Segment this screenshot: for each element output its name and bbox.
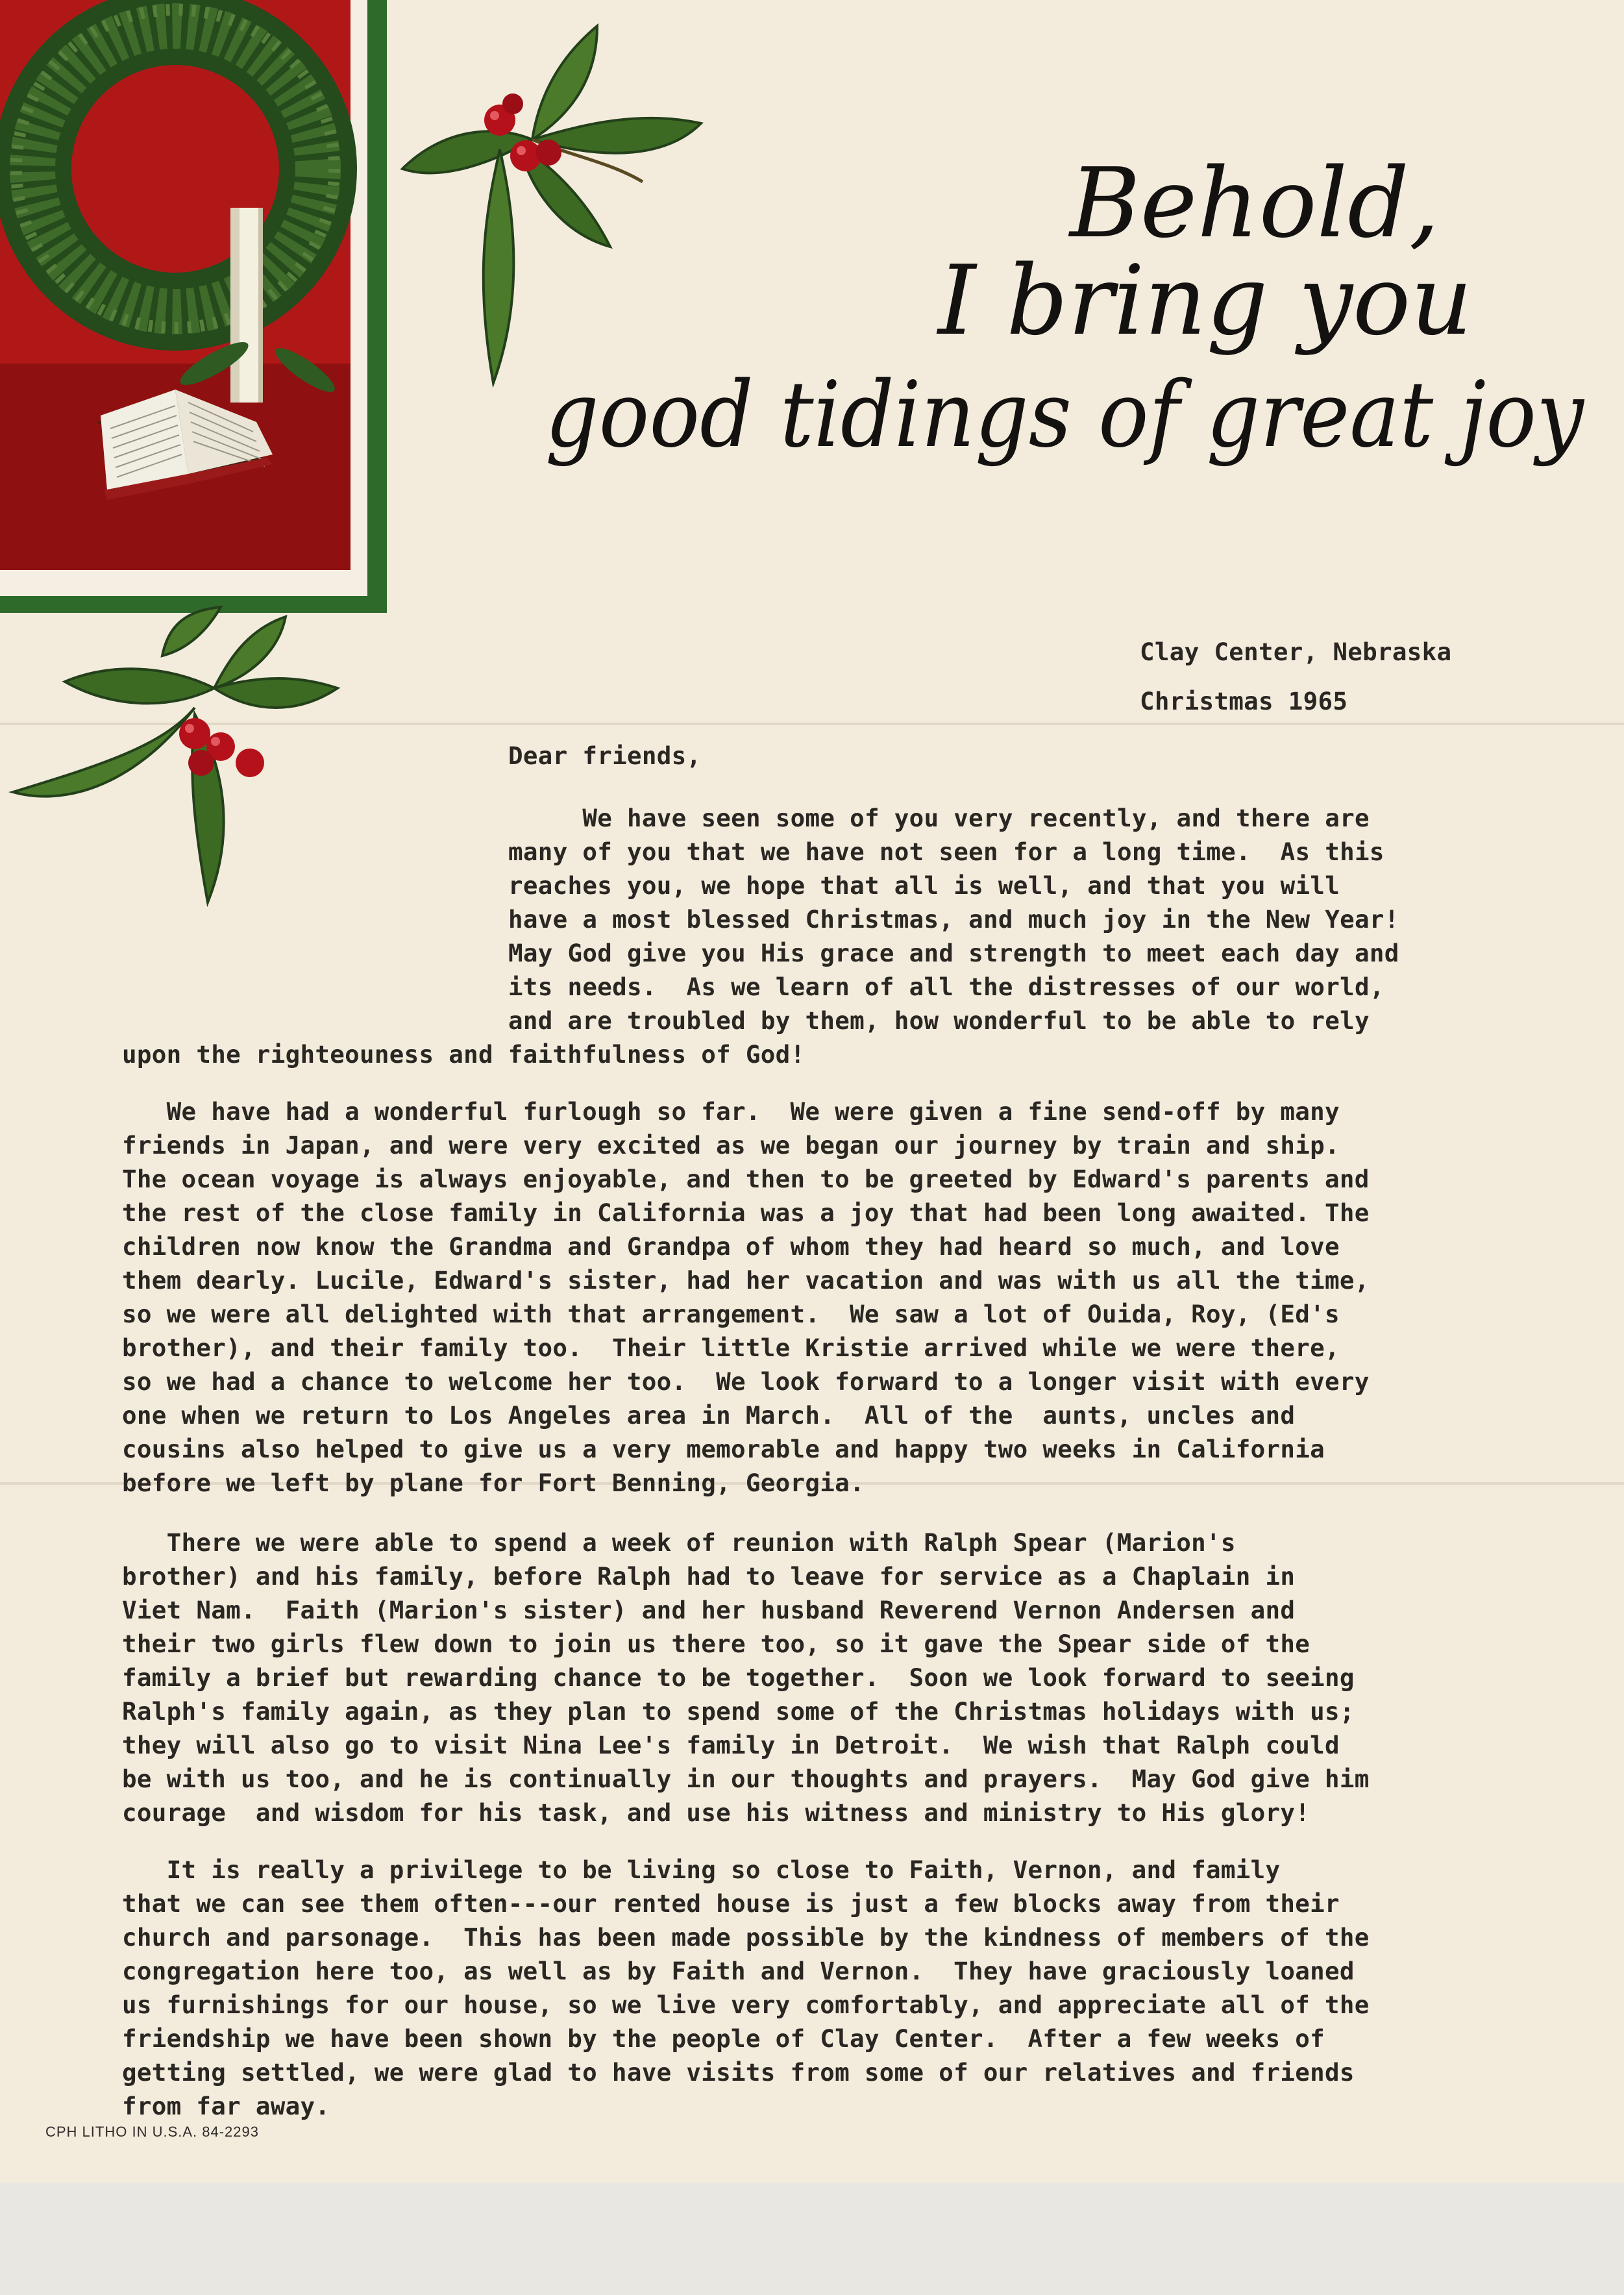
paragraph-line: so we were all delighted with that arrangement. We saw a lot of Ouida, Roy, (Ed's <box>122 1300 1340 1328</box>
paragraph-line: There we were able to spend a week of reunion with Ralph Spear (Marion's <box>122 1528 1236 1557</box>
candle-icon <box>230 208 263 403</box>
paragraph-line: reaches you, we hope that all is well, and that you will <box>508 871 1340 900</box>
paragraph-line: that we can see them often---our rented house is just a few blocks away from their <box>122 1889 1340 1918</box>
paragraph-line: family a brief but rewarding chance to be together. Soon we look forward to seeing <box>122 1663 1355 1692</box>
greeting-line-3: good tidings of great joy <box>545 362 1584 468</box>
paragraph-line: the rest of the close family in California was a joy that had been long awaited. The <box>122 1198 1370 1227</box>
paragraph-line: Viet Nam. Faith (Marion's sister) and her husband Reverend Vernon Andersen and <box>122 1596 1296 1624</box>
paragraph-2 <box>122 1095 1370 1500</box>
paragraph-line: We have seen some of you very recently, and there are <box>508 804 1370 832</box>
paragraph-line: Ralph's family again, as they plan to spend some of the Christmas holidays with us; <box>122 1697 1355 1726</box>
paragraph-4 <box>122 1853 1370 2123</box>
holly-branch-lower-icon <box>0 604 389 928</box>
letter-date: Christmas 1965 <box>1140 687 1348 715</box>
paragraph-line: The ocean voyage is always enjoyable, and then to be greeted by Edward's parents and <box>122 1165 1370 1193</box>
paragraph-1 <box>508 801 1399 1037</box>
letter-place: Clay Center, Nebraska <box>1140 638 1452 666</box>
paragraph-line: children now know the Grandma and Grandpa of whom they had heard so much, and love <box>122 1232 1340 1261</box>
paragraph-line: be with us too, and he is continually in our thoughts and prayers. May God give him <box>122 1765 1370 1793</box>
paragraph-line: We have had a wonderful furlough so far. We were given a fine send-off by many <box>122 1097 1340 1126</box>
paragraph-line: their two girls flew down to join us there too, so it gave the Spear side of the <box>122 1630 1310 1658</box>
paragraph-line: one when we return to Los Angeles area in March. All of the aunts, uncles and <box>122 1401 1296 1430</box>
paragraph-line: many of you that we have not seen for a long time. As this <box>508 837 1384 866</box>
paragraph-line: getting settled, we were glad to have visits from some of our relatives and friends <box>122 2058 1355 2087</box>
paragraph-line: have a most blessed Christmas, and much joy in the New Year! <box>508 905 1399 934</box>
holly-berry <box>179 718 210 749</box>
paragraph-line: friendship we have been shown by the people of Clay Center. After a few weeks of <box>122 2024 1325 2053</box>
paragraph-line: brother) and his family, before Ralph had to leave for service as a Chaplain in <box>122 1562 1296 1591</box>
paragraph-line: church and parsonage. This has been made possible by the kindness of members of the <box>122 1923 1370 1952</box>
paragraph-line: its needs. As we learn of all the distresses of our world, <box>508 973 1384 1001</box>
paragraph-line: courage and wisdom for his task, and use his witness and ministry to His glory! <box>122 1798 1310 1827</box>
paragraph-line: May God give you His grace and strength to meet each day and <box>508 939 1399 967</box>
paragraph-line: they will also go to visit Nina Lee's family in Detroit. We wish that Ralph could <box>122 1731 1340 1759</box>
paragraph-line: them dearly. Lucile, Edward's sister, had her vacation and was with us all the time, <box>122 1266 1370 1295</box>
greeting-line-2: I bring you <box>938 245 1473 356</box>
paragraph-line: so we had a chance to welcome her too. We look forward to a longer visit with every <box>122 1367 1370 1396</box>
paragraph-line: congregation here too, as well as by Faith and Vernon. They have graciously loaned <box>122 1957 1355 1985</box>
paragraph-line: us furnishings for our house, so we live very comfortably, and appreciate all of the <box>122 1991 1370 2019</box>
paragraph-line: and are troubled by them, how wonderful to be able to rely <box>508 1006 1370 1035</box>
wreath-candle-bible-illustration <box>0 0 389 617</box>
paragraph-line: brother), and their family too. Their little Kristie arrived while we were there, <box>122 1334 1340 1362</box>
greeting-line-1: Behold, <box>1070 147 1440 259</box>
paragraph-3 <box>122 1526 1370 1830</box>
paragraph-line: It is really a privilege to be living so close to Faith, Vernon, and family <box>122 1855 1281 1884</box>
printer-imprint: CPH LITHO IN U.S.A. 84-2293 <box>45 2124 259 2140</box>
salutation: Dear friends, <box>508 741 702 770</box>
paragraph-line: friends in Japan, and were very excited as we began our journey by train and ship. <box>122 1131 1340 1160</box>
paragraph-line: upon the righteouness and faithfulness of God! <box>122 1040 806 1069</box>
paragraph-line: before we left by plane for Fort Benning, Georgia. <box>122 1469 865 1497</box>
holly-branch-top-icon <box>363 0 792 403</box>
paragraph-line: from far away. <box>122 2092 330 2120</box>
paragraph-line: cousins also helped to give us a very memorable and happy two weeks in California <box>122 1435 1325 1463</box>
